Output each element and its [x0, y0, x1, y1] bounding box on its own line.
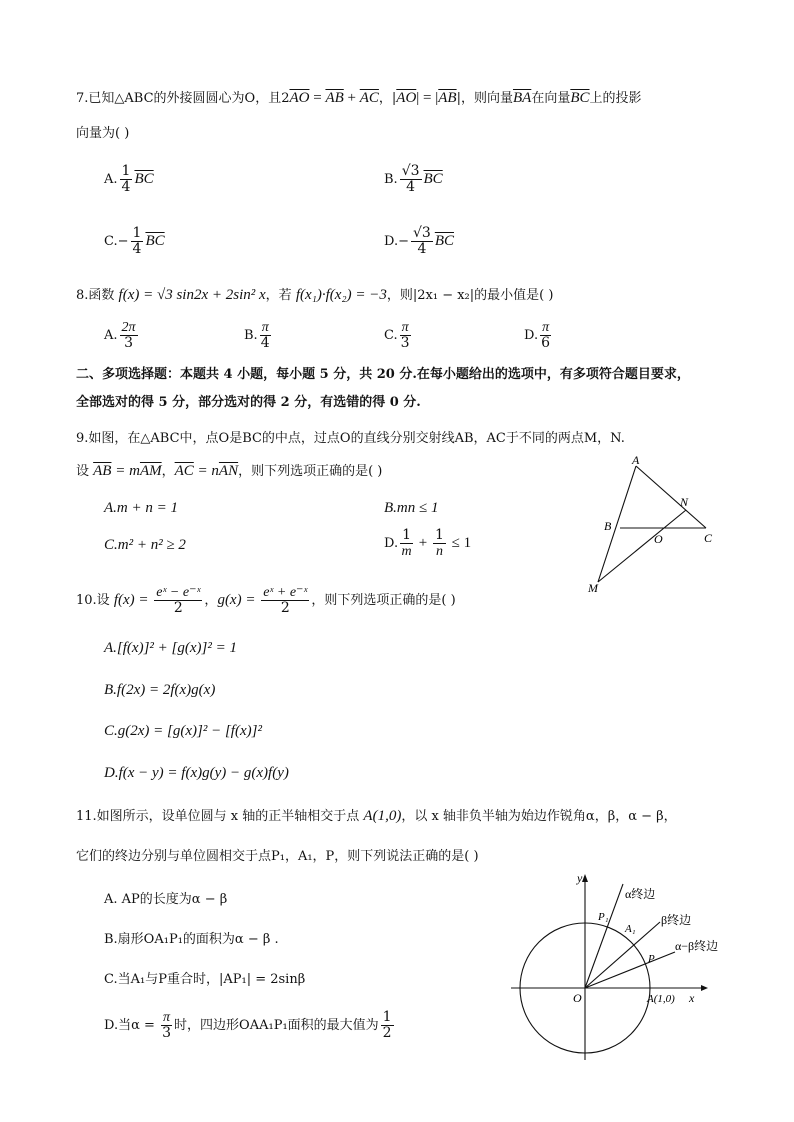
label-origin: O	[573, 991, 582, 1005]
label-o: O	[654, 532, 663, 546]
q11-option-a[interactable]: A. AP的长度为α − β	[104, 892, 228, 907]
q8-option-b[interactable]: B. $\frac{\pi}{4}$	[244, 320, 270, 351]
q8-option-d[interactable]: D. $\frac{\pi}{6}$	[524, 320, 551, 351]
q7-stem-line2: 向量为( )	[76, 126, 130, 141]
label-beta-side: β终边	[661, 913, 692, 927]
q9-triangle-figure	[580, 452, 730, 594]
y-axis-arrow	[582, 874, 588, 882]
label-m: M	[588, 581, 598, 594]
line-ac	[636, 466, 706, 528]
q11-option-b[interactable]: B.扇形OA₁P₁的面积为α − β .	[104, 932, 279, 947]
q11-stem-line1: 11.如图所示，设单位圆与 x 轴的正半轴相交于点 A(1,0)，以 x 轴非负半轴为始边作锐角α，β，α − β，	[76, 808, 677, 824]
label-n: N	[680, 495, 689, 509]
q9-option-d[interactable]: D. $\frac{1}{m}$ + $\frac{1}{n}$ ≤ 1	[384, 527, 472, 559]
label-y: y	[577, 871, 583, 885]
label-a: A	[632, 453, 640, 467]
label-x: x	[689, 991, 695, 1005]
section2-heading-line1: 二、多项选择题：本题共 4 小题，每小题 5 分，共 20 分.在每小题给出的选项中，有多项符合题目要求，	[76, 367, 690, 382]
q9-option-a[interactable]: A.m + n = 1	[104, 500, 178, 516]
section2-heading-line2: 全部选对的得 5 分，部分选对的得 2 分，有选错的得 0 分.	[76, 395, 421, 410]
alpha-beta-terminal-side	[585, 952, 675, 988]
q7-option-d[interactable]: D.− $\frac{√3}{4}$ $\overline{BC}$	[384, 225, 454, 257]
label-p1: P₁	[598, 911, 609, 923]
q8-stem: 8.函数 f(x) = √3 sin2x + 2sin² x，若 f(x₁)·f(x₂) = −3，则|2x₁ − x₂|的最小值是( )	[76, 287, 554, 303]
label-alpha-side: α终边	[625, 887, 656, 901]
label-c: C	[704, 531, 713, 545]
q11-unit-circle-figure	[505, 868, 735, 1066]
q7-option-c[interactable]: C.− $\frac{1}{4}$ $\overline{BC}$	[104, 225, 165, 257]
label-point-a: A(1,0)	[647, 993, 675, 1005]
q9-stem-line2: 设 $\overline{AB} = m\overline{AM}$，$\overline{AC} = n\overline{AN}$，则下列选项正确的是( )	[76, 463, 383, 479]
q10-option-a[interactable]: A.[f(x)]² + [g(x)]² = 1	[104, 640, 237, 656]
q9-option-b[interactable]: B.mn ≤ 1	[384, 500, 439, 516]
q9-option-c[interactable]: C.m² + n² ≥ 2	[104, 537, 186, 553]
q7-stem-line1: 7.已知△ABC的外接圆圆心为O，且$2\overline{AO} = \overline{AB} + \overline{AC}$，$|\overline{AO}| = |\overline{AB}|$，则向量$\overline{BA}$在向量$\overline{BC}$上的投影	[76, 90, 642, 106]
q11-stem-line2: 它们的终边分别与单位圆相交于点P₁，A₁，P，则下列说法正确的是( )	[76, 849, 479, 864]
q8-option-a[interactable]: A. $\frac{2\pi}{3}$	[104, 320, 136, 351]
x-axis-arrow	[701, 985, 708, 991]
q7-option-a[interactable]: A. $\frac{1}{4}$ $\overline{BC}$	[104, 163, 154, 195]
q8-option-c[interactable]: C. $\frac{\pi}{3}$	[384, 320, 410, 351]
q10-stem: 10.设 f(x) = $\frac{\text{eˣ − e⁻ˣ}}{2}$ ，g(x) = $\frac{\text{eˣ + e⁻ˣ}}{2}$ ，则下列选项正确的是( )	[76, 585, 456, 616]
q11-option-c[interactable]: C.当A₁与P重合时，|AP₁| = 2sinβ	[104, 972, 306, 987]
q11-option-d[interactable]: D.当α = $\frac{\pi}{3}$ 时，四边形OAA₁P₁面积的最大值为 $\frac{1}{2}$	[104, 1009, 392, 1041]
alpha-terminal-side	[585, 884, 623, 988]
label-a1: A₁	[625, 923, 636, 935]
label-alpha-beta-side: α−β终边	[675, 939, 719, 953]
q10-option-b[interactable]: B.f(2x) = 2f(x)g(x)	[104, 682, 216, 698]
label-p: P	[648, 953, 655, 965]
q7-option-b[interactable]: B. $\frac{√3}{4}$ $\overline{BC}$	[384, 163, 443, 195]
q9-stem-line1: 9.如图，在△ABC中，点O是BC的中点，过点O的直线分别交射线AB，AC于不同的两点M，N.	[76, 431, 625, 446]
label-b: B	[604, 519, 612, 533]
q10-option-c[interactable]: C.g(2x) = [g(x)]² − [f(x)]²	[104, 723, 262, 739]
q10-option-d[interactable]: D.f(x − y) = f(x)g(y) − g(x)f(y)	[104, 765, 289, 781]
